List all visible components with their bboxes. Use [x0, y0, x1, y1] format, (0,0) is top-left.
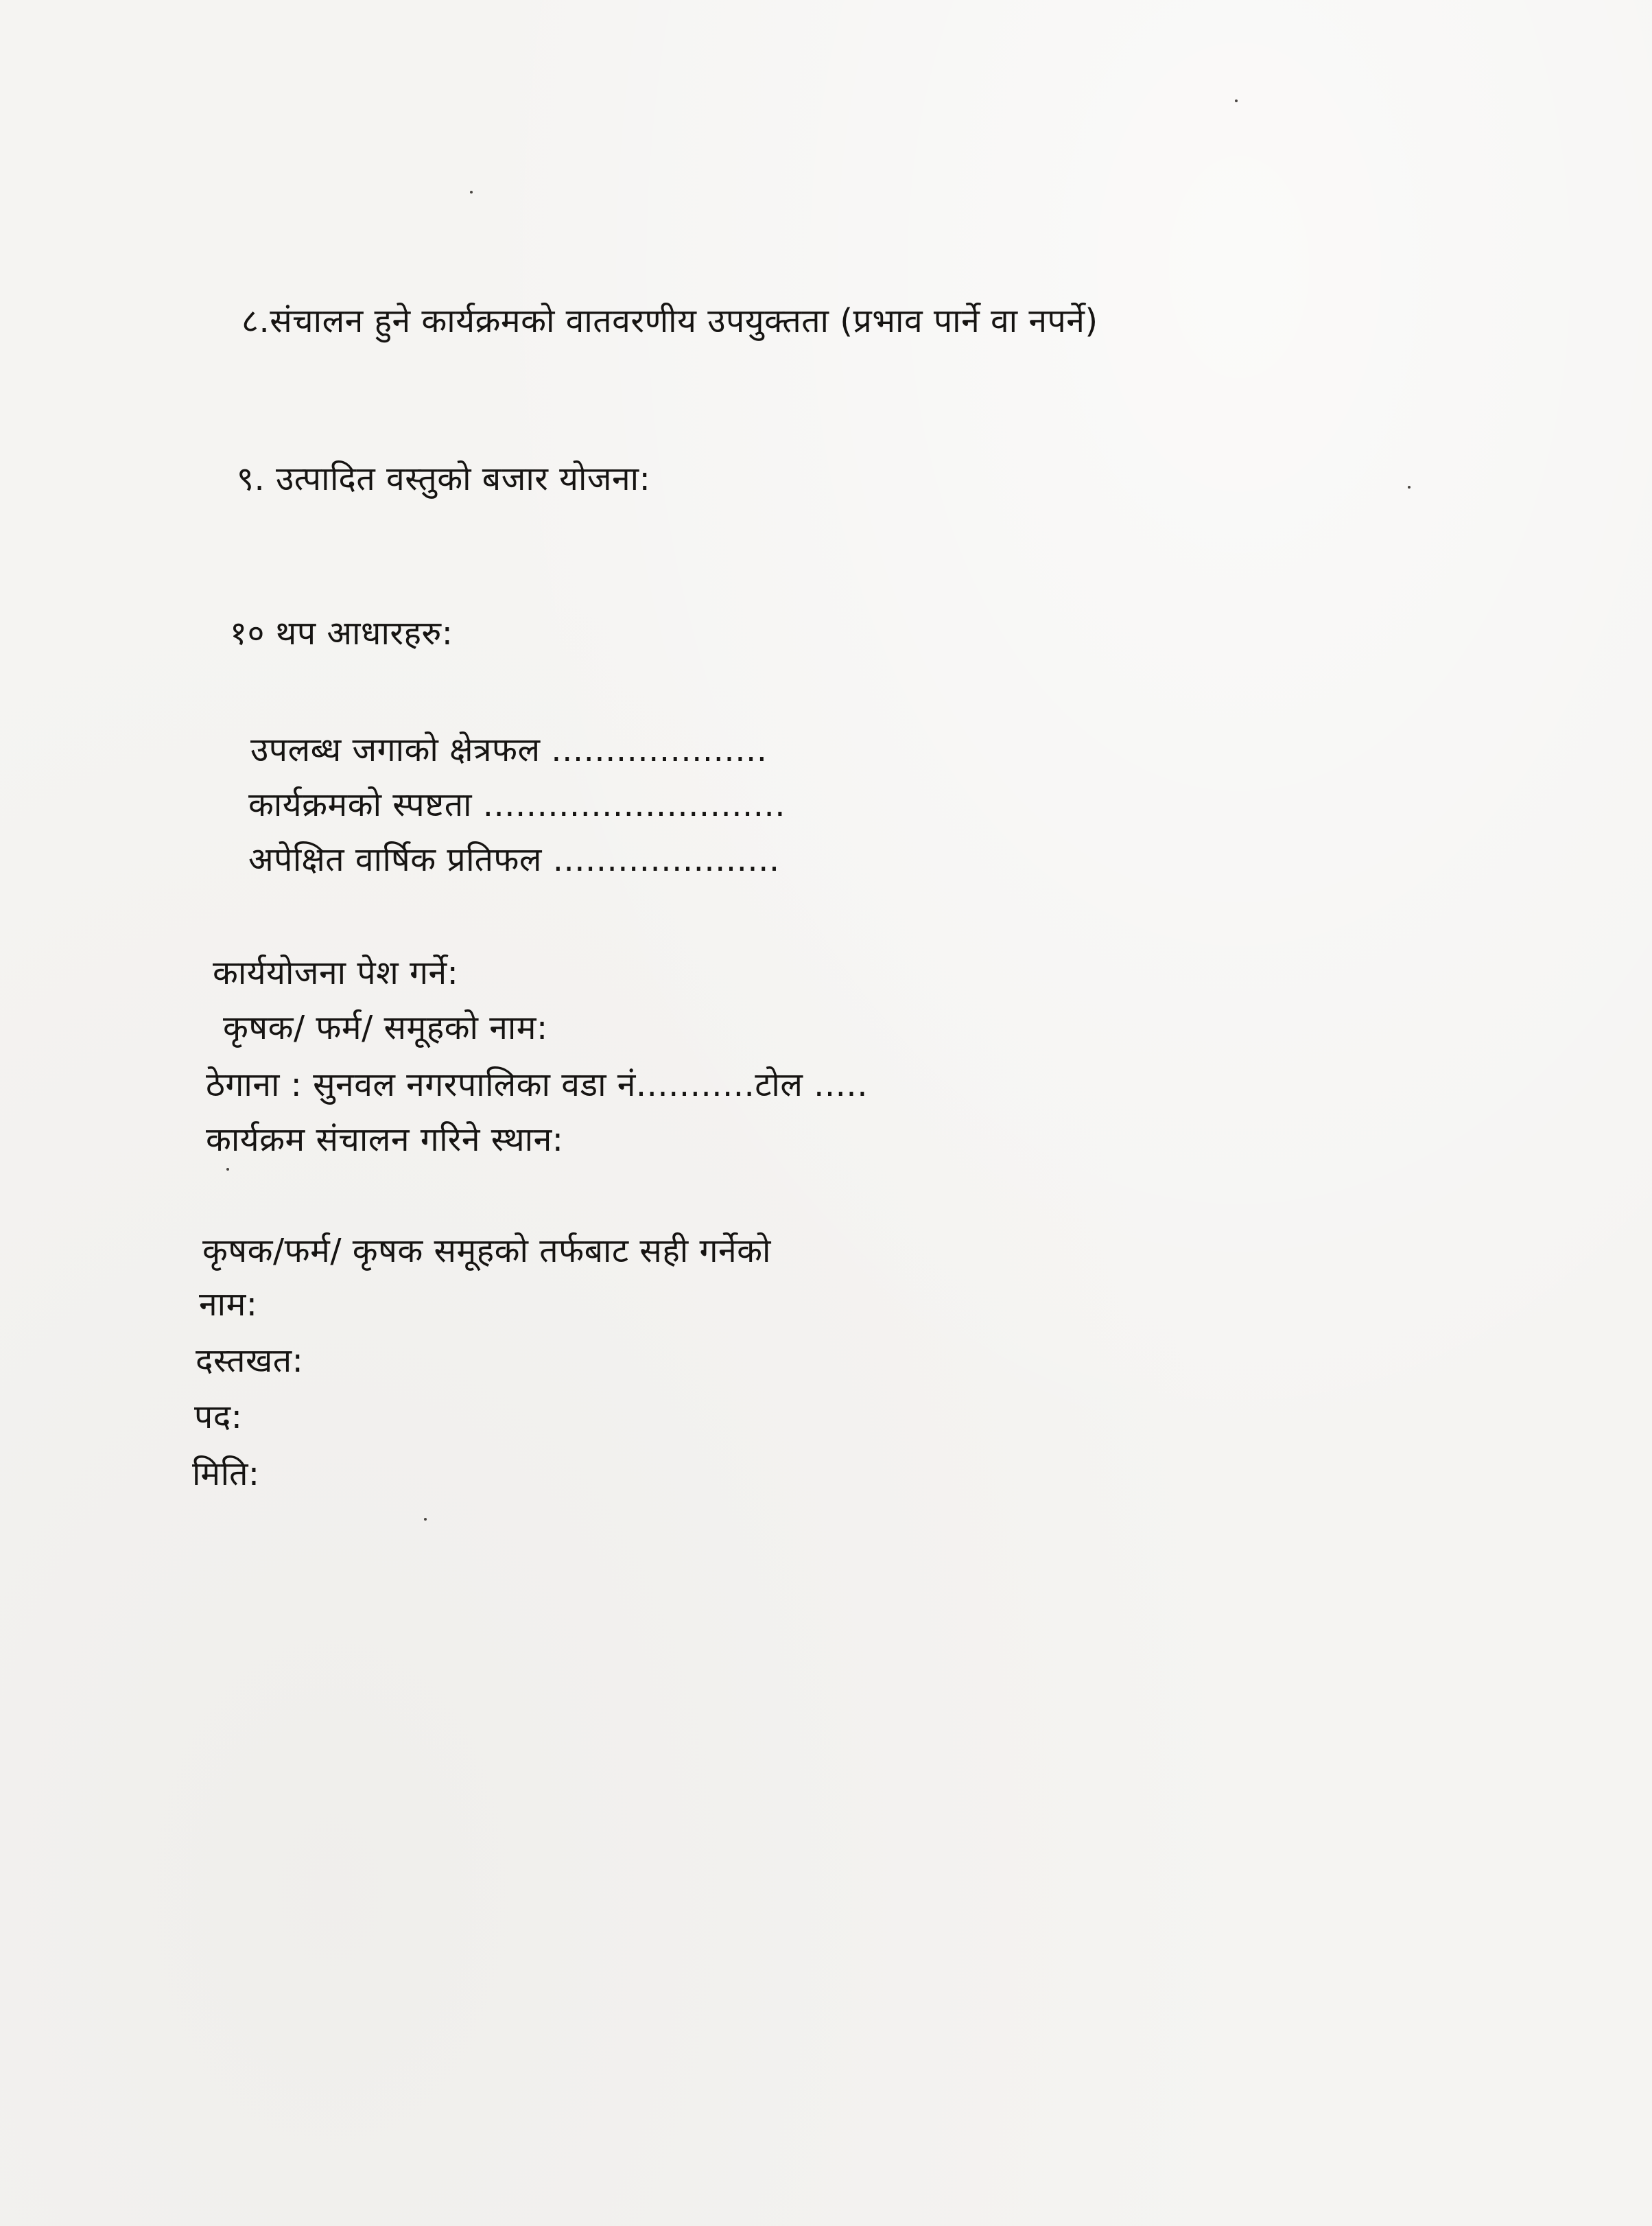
date-field: मिति: [192, 1455, 260, 1493]
address-field: ठेगाना : सुनवल नगरपालिका वडा नं...........टोल ..... [206, 1066, 868, 1104]
paper-speck [1235, 99, 1238, 102]
land-area-field: उपलब्ध जगाको क्षेत्रफल .................... [250, 731, 768, 769]
expected-annual-return-field: अपेक्षित वार्षिक प्रतिफल ..................... [248, 841, 780, 879]
section-10-additional-bases: १० थप आधारहरु: [230, 614, 453, 653]
paper-speck [226, 1168, 229, 1171]
paper-speck [470, 191, 473, 194]
submitter-heading: कार्ययोजना पेश गर्ने: [213, 954, 459, 992]
program-location-field: कार्यक्रम संचालन गरिने स्थान: [206, 1121, 564, 1159]
signature-field: दस्तखत: [196, 1342, 304, 1380]
section-9-market-plan: ९. उत्पादित वस्तुको बजार योजना: [237, 460, 651, 498]
signatory-heading: कृषक/फर्म/ कृषक समूहको तर्फबाट सही गर्नेको [202, 1232, 771, 1270]
section-8-environmental-suitability: ८.संचालन हुने कार्यक्रमको वातवरणीय उपयुक्तता (प्रभाव पार्ने वा नपर्ने) [241, 302, 1098, 340]
post-field: पद: [194, 1398, 243, 1436]
farmer-firm-group-name-field: कृषक/ फर्म/ समूहको नाम: [223, 1009, 548, 1047]
paper-speck [1408, 486, 1411, 489]
signatory-name-field: नाम: [199, 1285, 258, 1324]
paper-speck [424, 1518, 427, 1521]
program-clarity-field: कार्यक्रमको स्पष्टता ............................ [248, 786, 786, 824]
